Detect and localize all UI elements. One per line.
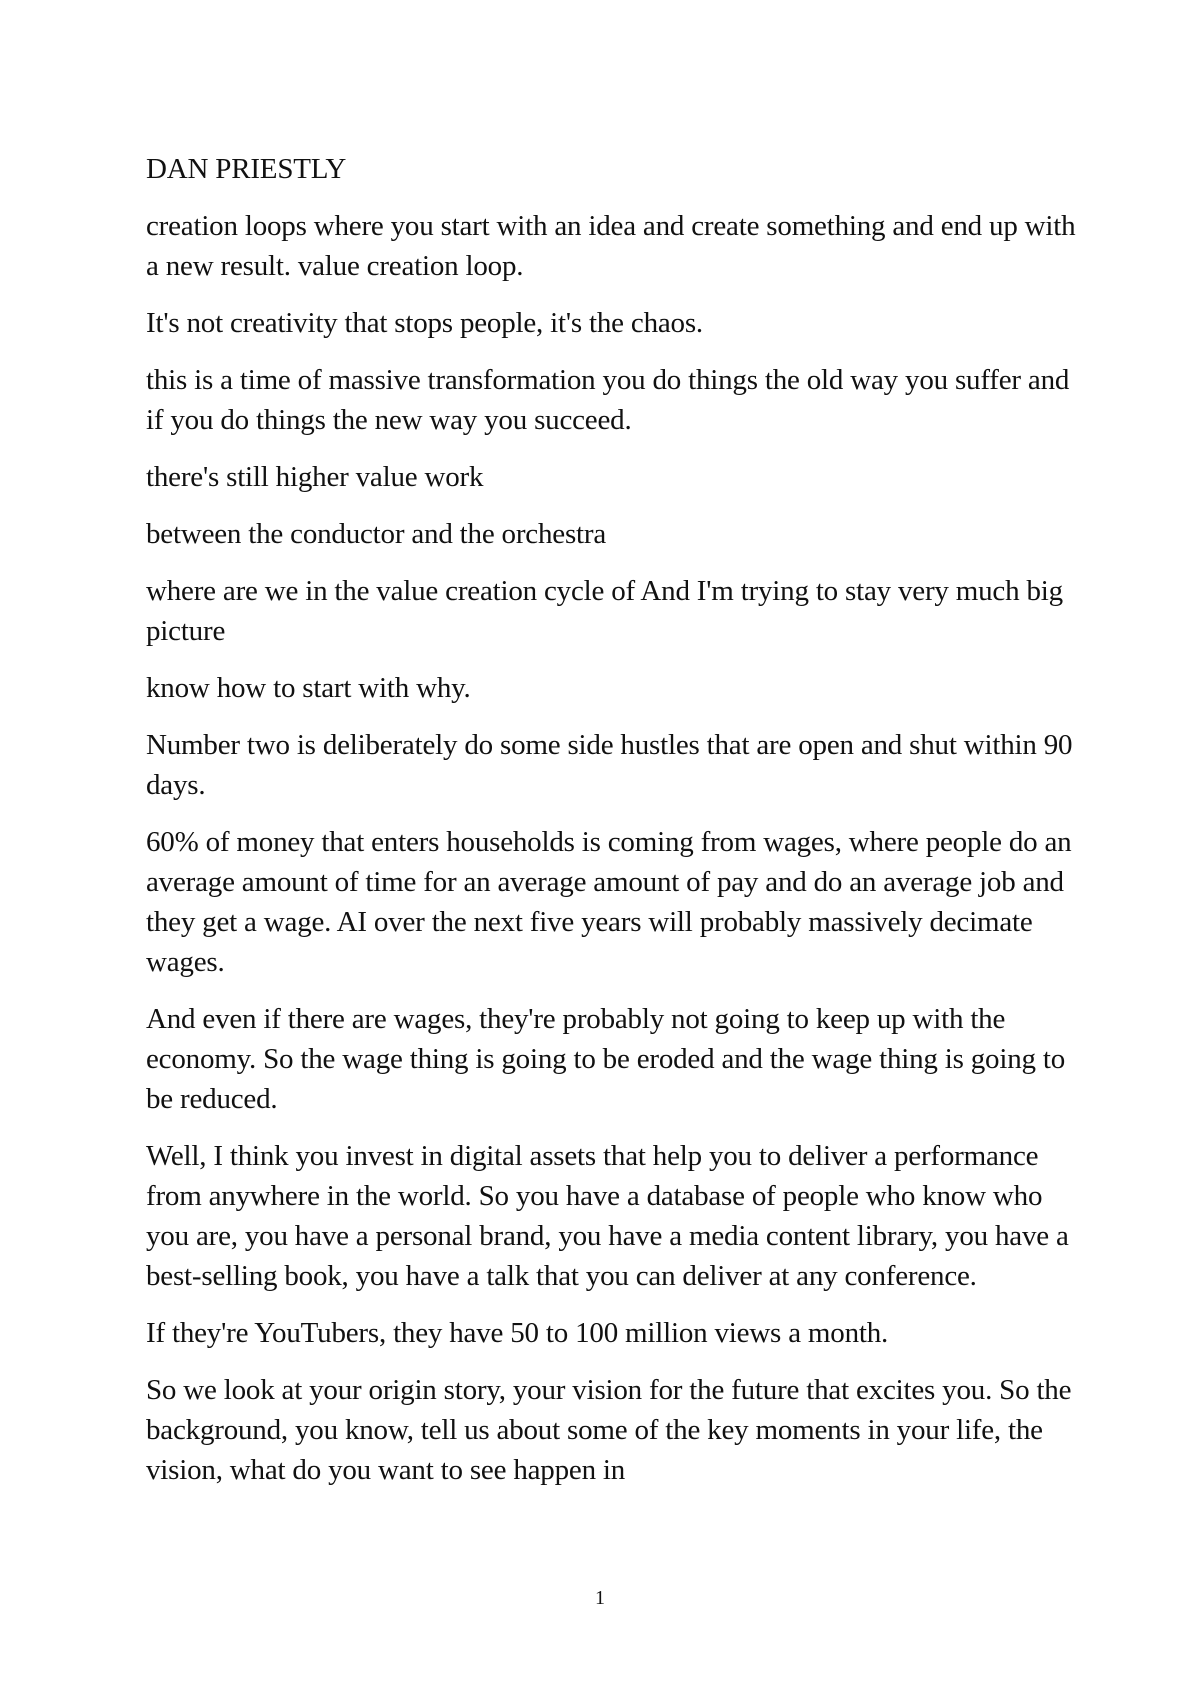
paragraph: this is a time of massive transformation you do things the old way you suffer and if you do things the new way you succeed. — [146, 364, 1070, 436]
paragraph: And even if there are wages, they're probably not going to keep up with the economy. So the wage thing is going to be eroded and the wage thing is going to be reduced. — [146, 1003, 1066, 1115]
document-body — [146, 149, 1076, 1507]
paragraph: know how to start with why. — [146, 672, 471, 704]
paragraph: If they're YouTubers, they have 50 to 100 million views a month. — [146, 1317, 889, 1349]
paragraph: where are we in the value creation cycle of And I'm trying to stay very much big picture — [146, 575, 1063, 647]
paragraph: between the conductor and the orchestra — [146, 518, 607, 550]
paragraph: It's not creativity that stops people, it's the chaos. — [146, 307, 703, 339]
paragraph: So we look at your origin story, your vision for the future that excites you. So the background, you know, tell us about some of the key moments in your life, the vision, what do you want to see happen in — [146, 1374, 1072, 1486]
paragraph: Well, I think you invest in digital assets that help you to deliver a performance from anywhere in the world. So you have a database of people who know who you are, you have a personal brand, you have a media content library, you have a best-selling book, you have a talk that you can deliver at any conference. — [146, 1140, 1069, 1292]
paragraph: there's still higher value work — [146, 461, 484, 493]
paragraph: 60% of money that enters households is coming from wages, where people do an average amount of time for an average amount of pay and do an average job and they get a wage. AI over the next five years will probably massively decimate wages. — [146, 826, 1072, 978]
paragraph: Number two is deliberately do some side hustles that are open and shut within 90 days. — [146, 729, 1073, 801]
page-number: 1 — [595, 1587, 605, 1609]
paragraph: creation loops where you start with an idea and create something and end up with a new result. value creation loop. — [146, 210, 1076, 282]
document-heading: DAN PRIESTLY — [146, 153, 347, 185]
